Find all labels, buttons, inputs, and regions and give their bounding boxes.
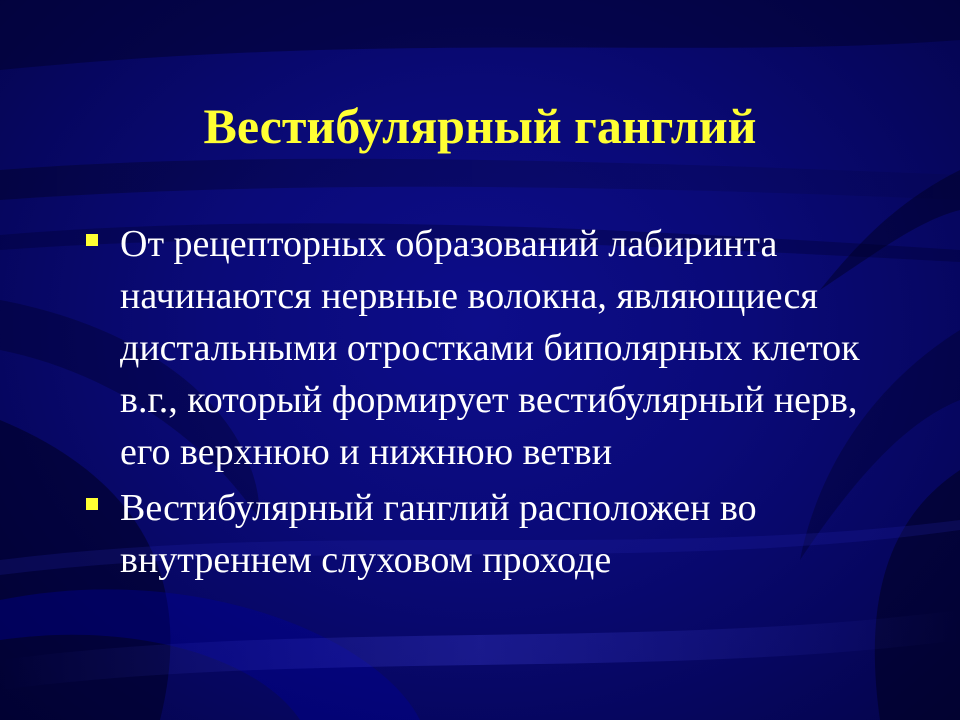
slide-title: Вестибулярный ганглий [203, 98, 757, 154]
bullet-text: От рецепторных образований лабиринта начинаются нервные волокна, являющиеся дистальными отростками биполярных клеток в.г., который формирует вестибулярный нерв, его верхнюю и нижнюю ветви [120, 223, 860, 473]
square-bullet-icon [86, 234, 98, 246]
bullet-list [86, 218, 906, 590]
bullet-item [86, 482, 906, 586]
bullet-text: Вестибулярный ганглий расположен во внутреннем слуховом проходе [120, 487, 757, 581]
bullet-item [86, 218, 906, 478]
square-bullet-icon [86, 498, 98, 510]
